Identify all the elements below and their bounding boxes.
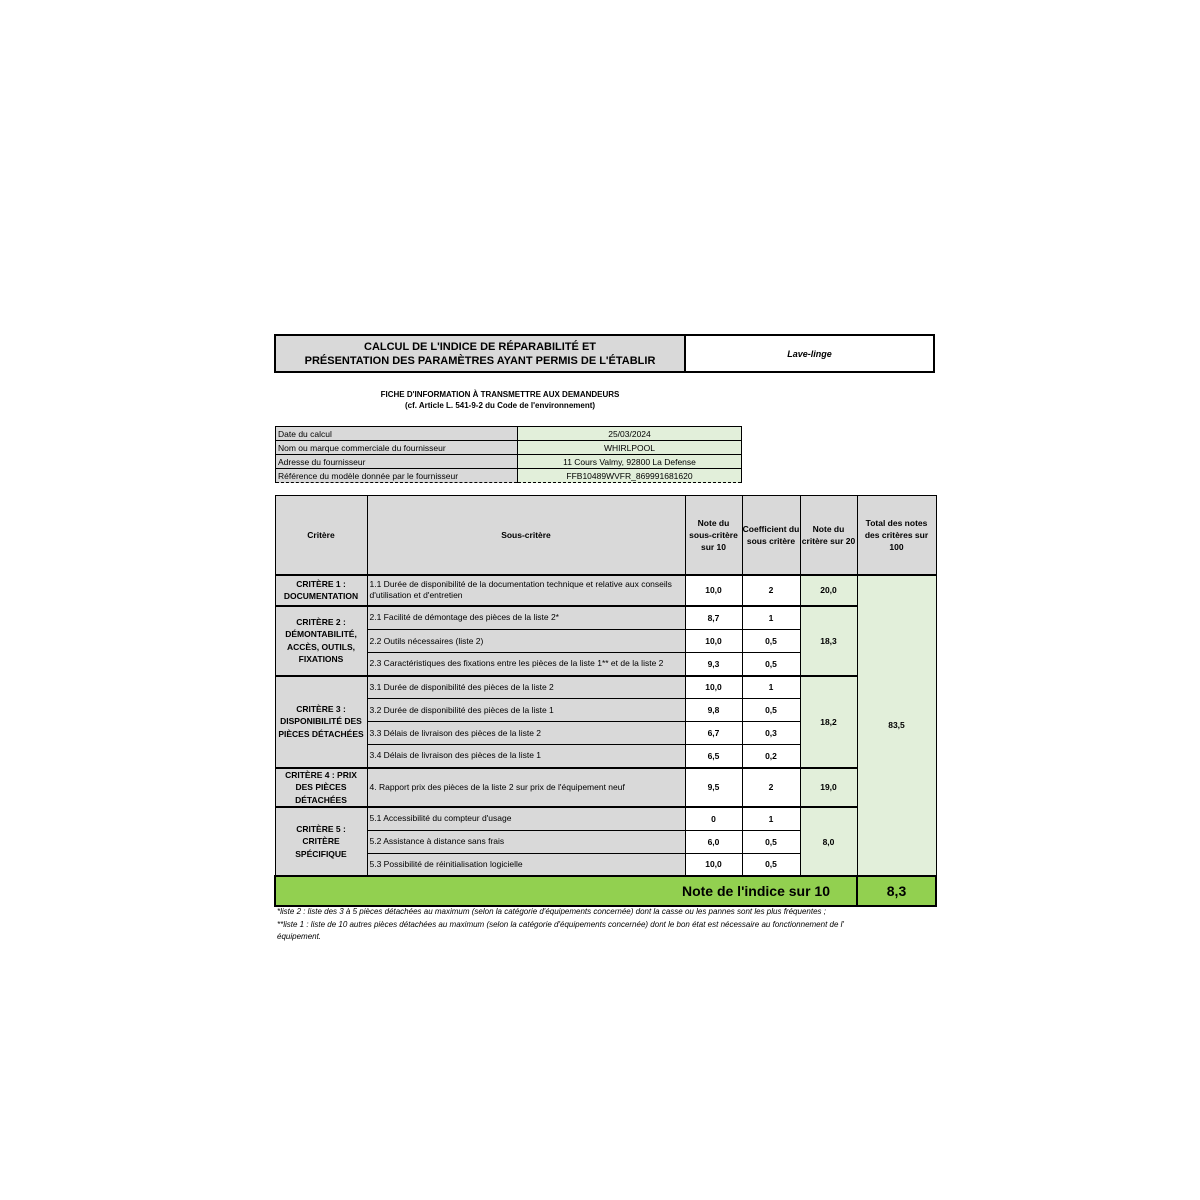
sub-criterion-coefficient: 1	[742, 606, 800, 630]
footnotes	[277, 906, 937, 944]
title-line-1: CALCUL DE L'INDICE DE RÉPARABILITÉ ET	[364, 340, 596, 353]
criterion-name: CRITÈRE 5 : CRITÈRE SPÉCIFIQUE	[275, 807, 367, 876]
sub-criterion-note: 10,0	[685, 575, 742, 606]
sub-criterion-coefficient: 0,5	[742, 653, 800, 676]
info-value: WHIRLPOOL	[518, 441, 742, 455]
header-sous-critere: Sous-critère	[367, 496, 685, 575]
final-score-label: Note de l'indice sur 10	[275, 876, 857, 906]
title-line-2: PRÉSENTATION DES PARAMÈTRES AYANT PERMIS DE L'ÉTABLIR	[304, 354, 656, 367]
info-row	[276, 441, 742, 455]
sub-criterion-label: 2.1 Facilité de démontage des pièces de la liste 2*	[367, 606, 685, 630]
header-total: Total des notes des critères sur 100	[857, 496, 936, 575]
table-row	[275, 676, 936, 699]
header-note-sous-critere: Note du sous-critère sur 10	[685, 496, 742, 575]
info-label: Date du calcul	[276, 427, 518, 441]
subtitle-line-2: (cf. Article L. 541-9-2 du Code de l'environnement)	[404, 401, 596, 410]
sub-criterion-label: 5.2 Assistance à distance sans frais	[367, 830, 685, 853]
sub-criterion-label: 4. Rapport prix des pièces de la liste 2 sur prix de l'équipement neuf	[367, 768, 685, 808]
sub-criterion-coefficient: 0,5	[742, 853, 800, 876]
info-label: Nom ou marque commerciale du fournisseur	[276, 441, 518, 455]
sub-criterion-coefficient: 1	[742, 807, 800, 830]
document-title	[276, 336, 686, 371]
footnote-list-2: *liste 2 : liste des 3 à 5 pièces détachées au maximum (selon la catégorie d'équipements concernée) dont la casse ou les pannes sont les plus fréquentes ;	[277, 907, 826, 916]
form-subtitle	[300, 389, 700, 411]
sub-criterion-note: 8,7	[685, 606, 742, 630]
criterion-score: 8,0	[800, 807, 857, 876]
header-note-critere: Note du critère sur 20	[800, 496, 857, 575]
sub-criterion-label: 5.3 Possibilité de réinitialisation logicielle	[367, 853, 685, 876]
sub-criterion-note: 6,0	[685, 830, 742, 853]
sub-criterion-coefficient: 0,3	[742, 722, 800, 745]
criterion-name: CRITÈRE 2 : DÉMONTABILITÉ, ACCÈS, OUTILS, FIXATIONS	[275, 606, 367, 676]
info-label: Adresse du fournisseur	[276, 455, 518, 469]
criterion-name: CRITÈRE 1 : DOCUMENTATION	[275, 575, 367, 606]
sub-criterion-coefficient: 0,2	[742, 745, 800, 768]
table-row	[275, 807, 936, 830]
criterion-score: 18,3	[800, 606, 857, 676]
criterion-name: CRITÈRE 4 : PRIX DES PIÈCES DÉTACHÉES	[275, 768, 367, 808]
sub-criterion-label: 3.3 Délais de livraison des pièces de la liste 2	[367, 722, 685, 745]
footnote-list-1: **liste 1 : liste de 10 autres pièces détachées au maximum (selon la catégorie d'équipements concernée) dont le bon état est nécessaire au fonctionnement de l'	[277, 919, 844, 929]
header-coefficient: Coefficient du sous critère	[742, 496, 800, 575]
info-row	[276, 427, 742, 441]
final-score-row	[275, 876, 936, 906]
sub-criterion-note: 0	[685, 807, 742, 830]
sub-criterion-label: 5.1 Accessibilité du compteur d'usage	[367, 807, 685, 830]
sub-criterion-note: 9,5	[685, 768, 742, 808]
info-value: FFB10489WVFR_869991681620	[518, 469, 742, 483]
criterion-score: 18,2	[800, 676, 857, 768]
sub-criterion-coefficient: 0,5	[742, 630, 800, 653]
info-value: 11 Cours Valmy, 92800 La Defense	[518, 455, 742, 469]
info-row	[276, 469, 742, 483]
sub-criterion-coefficient: 2	[742, 768, 800, 808]
sub-criterion-label: 3.4 Délais de livraison des pièces de la liste 1	[367, 745, 685, 768]
sub-criterion-note: 10,0	[685, 676, 742, 699]
sub-criterion-note: 9,3	[685, 653, 742, 676]
sub-criterion-note: 10,0	[685, 630, 742, 653]
total-score: 83,5	[857, 575, 936, 877]
header-critere: Critère	[275, 496, 367, 575]
sub-criterion-note: 6,5	[685, 745, 742, 768]
supplier-info-table	[275, 426, 742, 483]
table-header-row	[275, 496, 936, 575]
sub-criterion-label: 3.2 Durée de disponibilité des pièces de la liste 1	[367, 699, 685, 722]
final-score-value: 8,3	[857, 876, 936, 906]
footnote-continuation: équipement.	[277, 932, 322, 941]
sub-criterion-label: 3.1 Durée de disponibilité des pièces de la liste 2	[367, 676, 685, 699]
sub-criterion-label: 2.2 Outils nécessaires (liste 2)	[367, 630, 685, 653]
info-label: Référence du modèle donnée par le fournisseur	[276, 469, 518, 483]
table-row	[275, 768, 936, 808]
sub-criterion-label: 2.3 Caractéristiques des fixations entre les pièces de la liste 1** et de la liste 2	[367, 653, 685, 676]
info-row	[276, 455, 742, 469]
document-header	[274, 334, 935, 373]
table-row	[275, 606, 936, 630]
criterion-name: CRITÈRE 3 : DISPONIBILITÉ DES PIÈCES DÉTACHÉES	[275, 676, 367, 768]
product-category: Lave-linge	[787, 348, 832, 359]
sub-criterion-label: 1.1 Durée de disponibilité de la documentation technique et relative aux conseils d'utilisation et d'entretien	[367, 575, 685, 606]
criterion-score: 19,0	[800, 768, 857, 808]
sub-criterion-note: 10,0	[685, 853, 742, 876]
repairability-score-table	[274, 495, 937, 907]
sub-criterion-coefficient: 1	[742, 676, 800, 699]
criterion-score: 20,0	[800, 575, 857, 606]
info-value: 25/03/2024	[518, 427, 742, 441]
sub-criterion-coefficient: 0,5	[742, 699, 800, 722]
table-row	[275, 575, 936, 606]
sub-criterion-coefficient: 2	[742, 575, 800, 606]
sub-criterion-note: 6,7	[685, 722, 742, 745]
subtitle-line-1: FICHE D'INFORMATION À TRANSMETTRE AUX DEMANDEURS	[380, 390, 620, 399]
sub-criterion-coefficient: 0,5	[742, 830, 800, 853]
sub-criterion-note: 9,8	[685, 699, 742, 722]
